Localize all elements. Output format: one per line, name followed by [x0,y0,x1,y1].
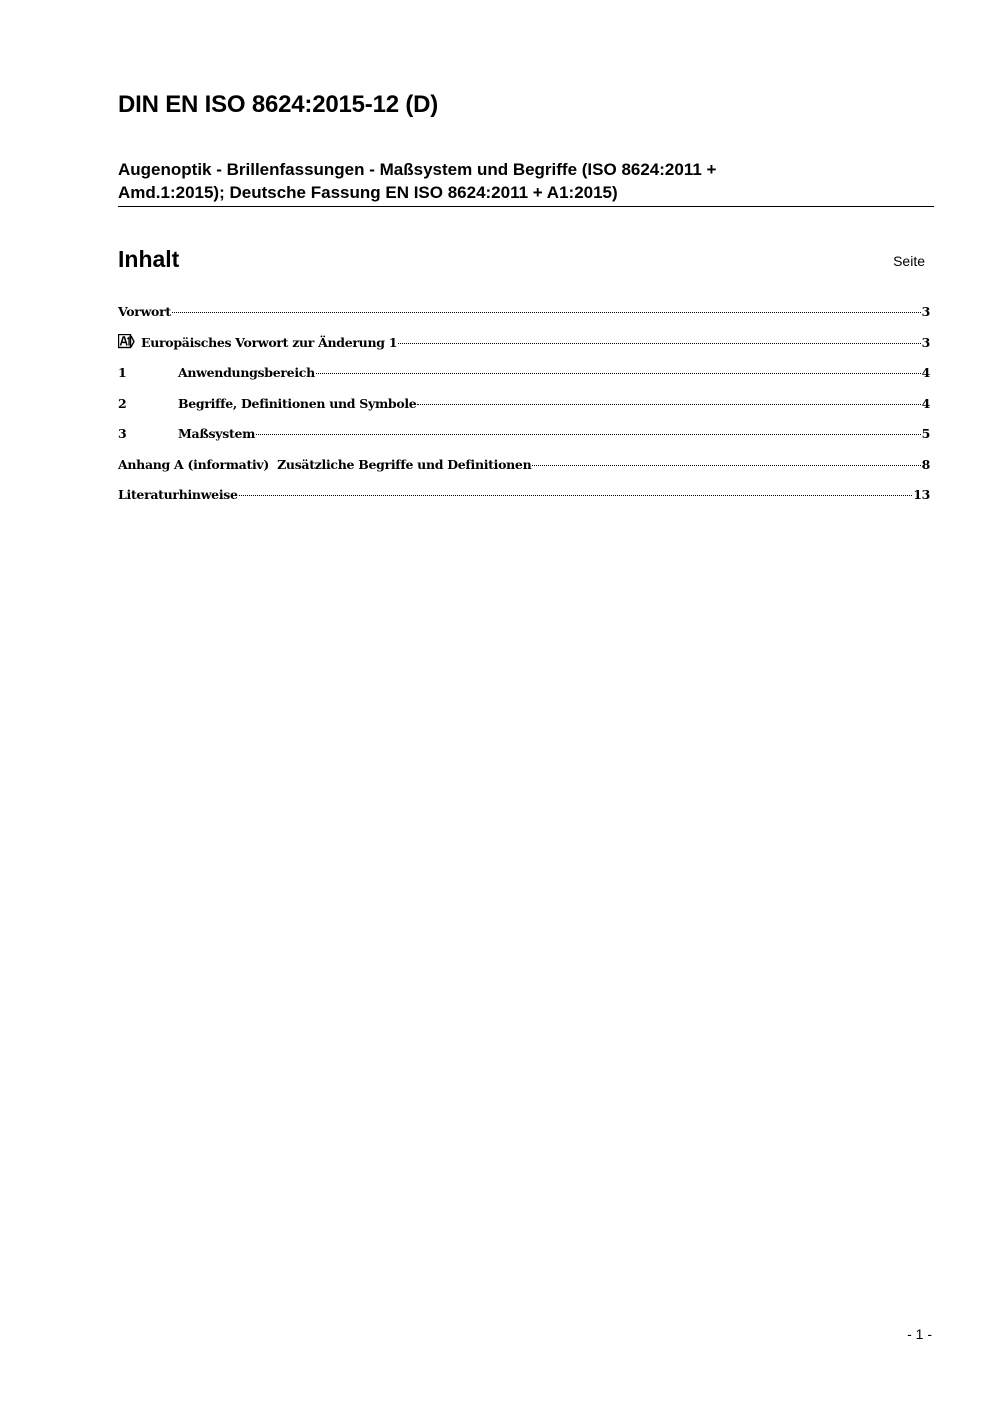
toc-entry-masssystem[interactable] [118,424,930,455]
toc-entry-text: Anwendungsbereich [178,365,315,380]
toc-dot-leader [417,404,920,405]
toc-entry-begriffe[interactable] [118,394,930,425]
toc-entry-text: Maßsystem [178,426,256,441]
toc-entry-page: 3 [921,334,930,350]
toc-entry-europaeisches-vorwort[interactable] [118,333,930,364]
toc-entry-page: 8 [921,456,930,472]
toc-dot-leader [239,495,913,496]
document-title: DIN EN ISO 8624:2015-12 (D) [118,91,439,118]
table-of-contents [118,302,930,516]
toc-entry-literaturhinweise[interactable] [118,485,930,516]
document-subtitle-line-1: Augenoptik - Brillenfassungen - Maßsystem und Begriffe (ISO 8624:2011 + [118,160,717,179]
toc-entry-page: 13 [913,487,930,502]
document-subtitle-line-2: Amd.1:2015); Deutsche Fassung EN ISO 8624:2011 + A1:2015) [118,183,618,202]
toc-entry-page: 5 [921,426,930,441]
toc-dot-leader [398,343,920,344]
toc-entry-number: 3 [118,426,127,441]
toc-page-column-label: Seite [893,253,925,269]
toc-entry-page: 4 [921,395,930,411]
document-subtitle [118,158,934,204]
toc-entry-page: 3 [921,304,930,319]
toc-entry-text: Literaturhinweise [118,487,238,502]
toc-entry-vorwort[interactable] [118,302,930,333]
toc-entry-text-wrapper [118,333,397,353]
toc-entry-page: 4 [921,365,930,380]
toc-entry-anwendungsbereich[interactable] [118,363,930,394]
amendment-a1-marker-icon [118,334,135,349]
toc-dot-leader [316,373,921,374]
toc-entry-text: Begriffe, Definitionen und Symbole [178,395,417,411]
toc-entry-text: Anhang A (informativ) Zusätzliche Begriffe und Definitionen [118,456,532,472]
toc-entry-number: 2 [118,395,127,411]
toc-dot-leader [256,434,921,435]
toc-entry-number: 1 [118,365,127,380]
page-number: - 1 - [907,1326,932,1342]
subtitle-divider [118,206,934,207]
toc-heading: Inhalt [118,246,180,272]
toc-entry-anhang-a[interactable] [118,455,930,486]
toc-dot-leader [172,312,921,313]
toc-entry-text: Vorwort [118,304,171,319]
toc-dot-leader [532,465,920,466]
toc-entry-text: Europäisches Vorwort zur Änderung 1 [141,334,398,350]
